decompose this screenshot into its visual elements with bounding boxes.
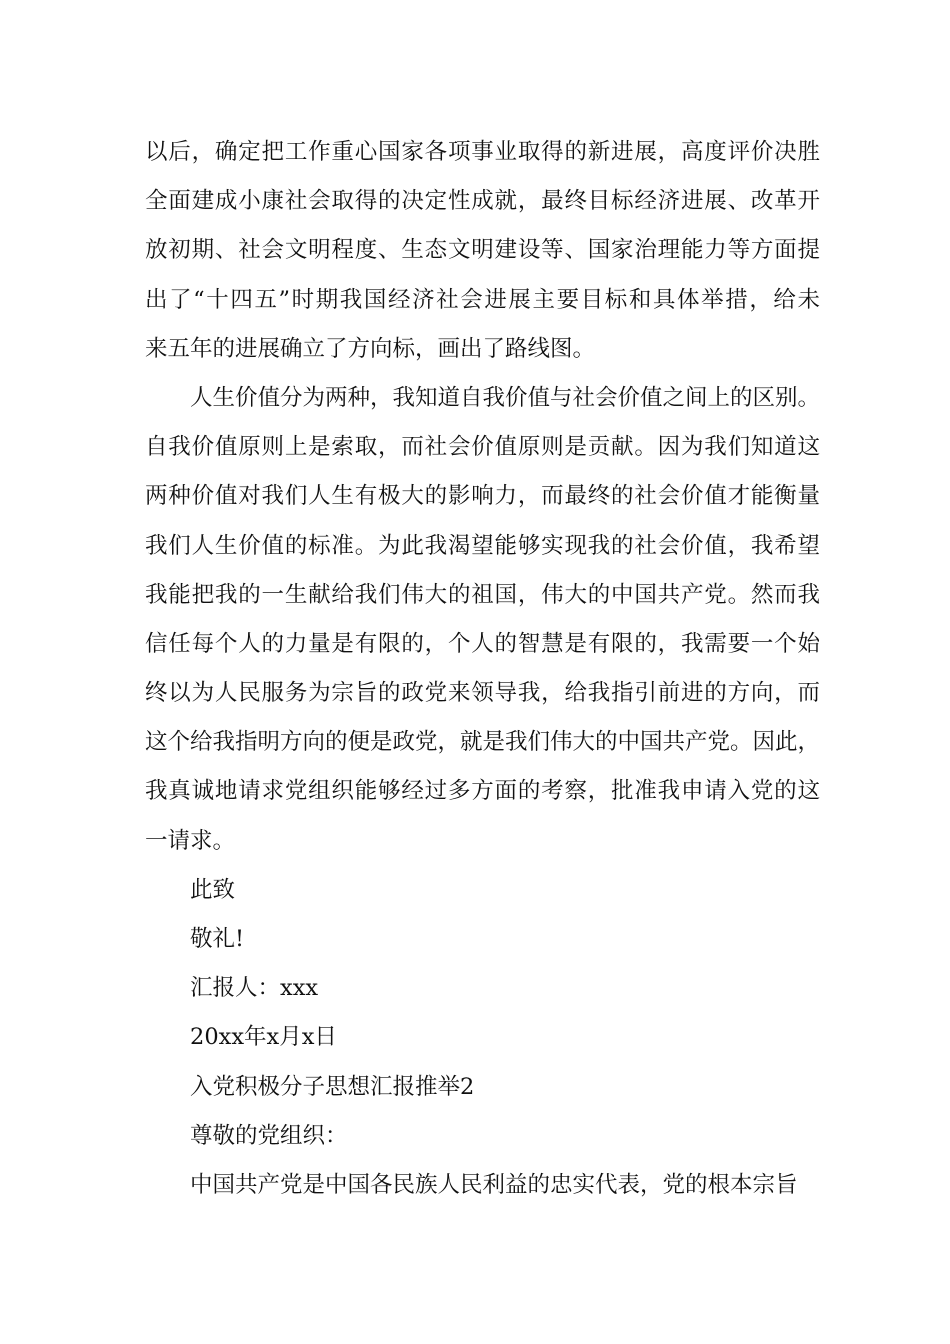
document-body <box>145 128 820 1210</box>
paragraph-line: 我真诚地请求党组织能够经过多方面的考察，批准我申请入党的这 <box>145 778 820 805</box>
reporter-signature: 汇报人：xxx <box>190 975 319 1002</box>
paragraph-line: 我们人生价值的标准。为此我渴望能够实现我的社会价值，我希望 <box>145 532 820 559</box>
paragraph-line: 全面建成小康社会取得的决定性成就，最终目标经济进展、改革开 <box>145 188 820 215</box>
paragraph-line: 终以为人民服务为宗旨的政党来领导我，给我指引前进的方向，而 <box>145 680 820 707</box>
paragraph-line: 信任每个人的力量是有限的，个人的智慧是有限的，我需要一个始 <box>145 630 820 657</box>
closing-respect: 敬礼! <box>190 926 245 952</box>
paragraph-line: 出了“十四五”时期我国经济社会进展主要目标和具体举措，给未 <box>145 286 820 313</box>
paragraph-line: 中国共产党是中国各民族人民利益的忠实代表，党的根本宗旨 <box>190 1171 798 1198</box>
paragraph-1 <box>145 128 820 374</box>
paragraph-line: 这个给我指明方向的便是政党，就是我们伟大的中国共产党。因此， <box>145 729 821 756</box>
paragraph-line: 放初期、社会文明程度、生态文明建设等、国家治理能力等方面提 <box>145 237 820 264</box>
section-title: 入党积极分子思想汇报推举2 <box>190 1073 475 1100</box>
closing-salutation: 此致 <box>190 876 236 903</box>
paragraph-line: 我能把我的一生献给我们伟大的祖国，伟大的中国共产党。然而我 <box>145 581 820 608</box>
report-date: 20xx年x月x日 <box>190 1024 337 1051</box>
greeting: 尊敬的党组织： <box>190 1122 348 1149</box>
paragraph-line: 人生价值分为两种，我知道自我价值与社会价值之间上的区别。 <box>190 384 821 411</box>
paragraph-line: 自我价值原则上是索取，而社会价值原则是贡献。因为我们知道这 <box>145 434 820 461</box>
paragraph-line: 一请求。 <box>145 827 236 854</box>
paragraph-line: 以后，确定把工作重心国家各项事业取得的新进展，高度评价决胜 <box>145 139 820 165</box>
paragraph-line: 来五年的进展确立了方向标，画出了路线图。 <box>145 335 596 362</box>
paragraph-line: 两种价值对我们人生有极大的影响力，而最终的社会价值才能衡量 <box>145 483 820 510</box>
paragraph-2 <box>145 374 820 866</box>
